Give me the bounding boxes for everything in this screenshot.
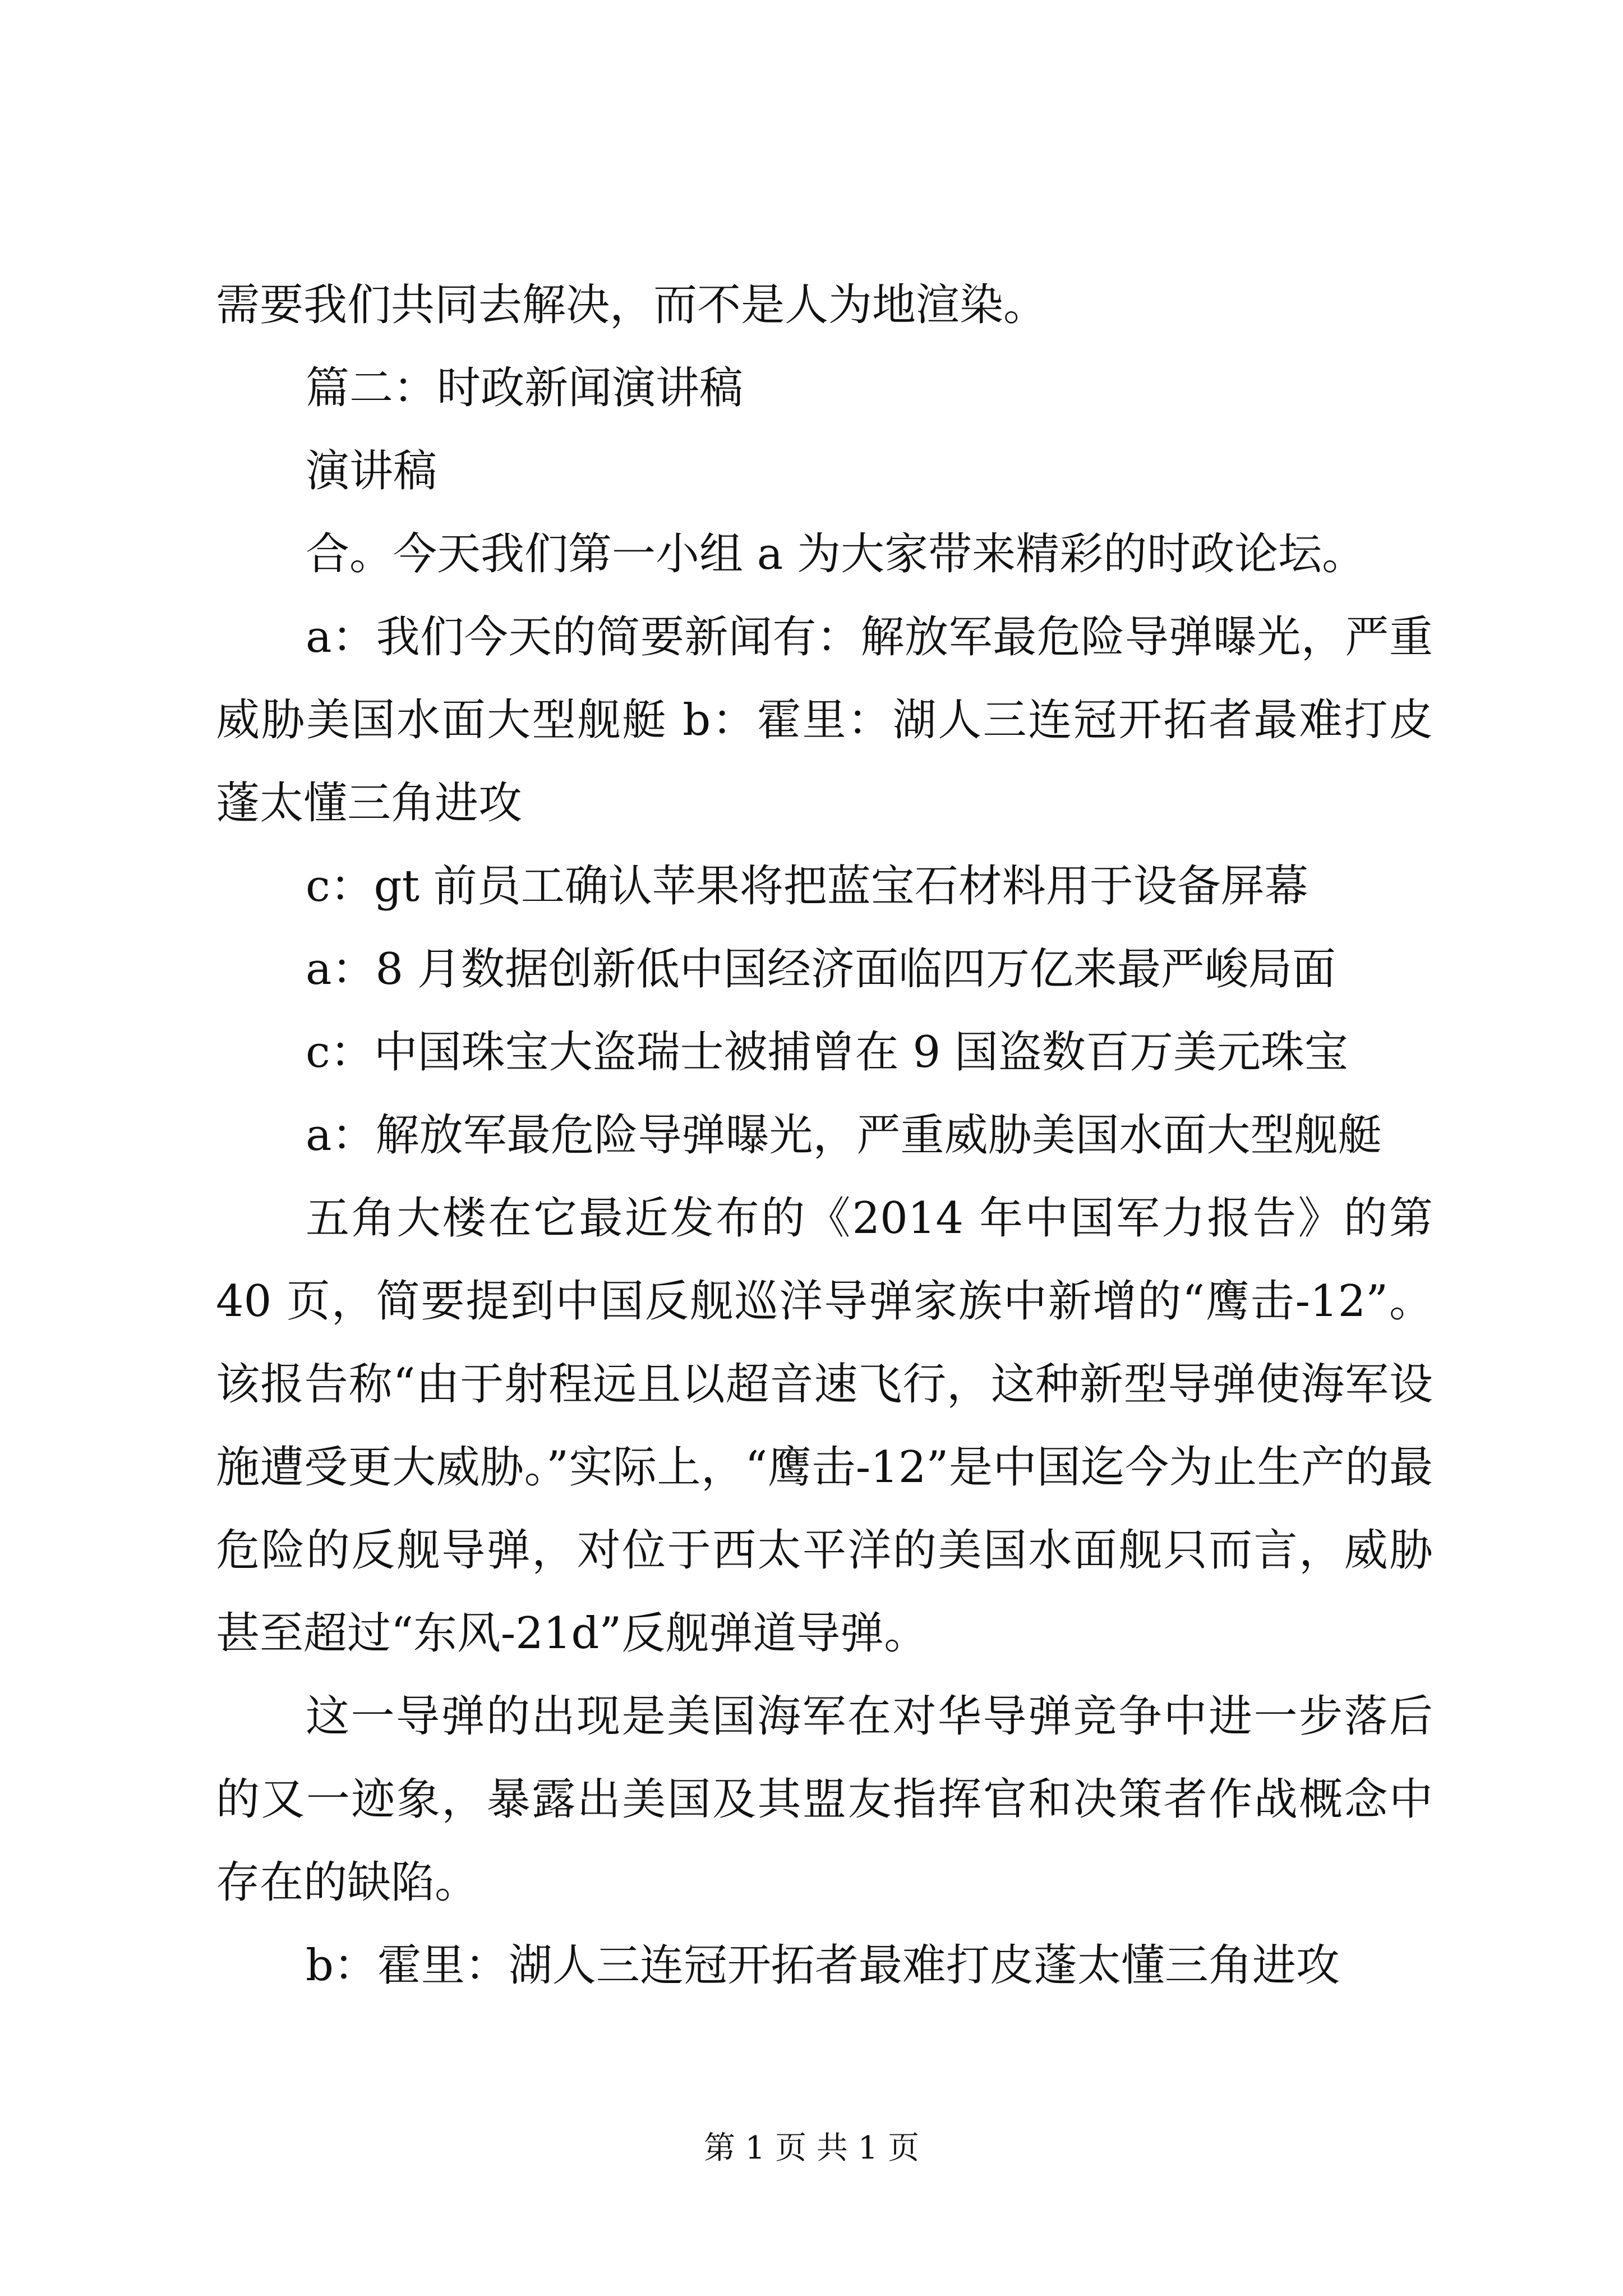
paragraph: a：解放军最危险导弹曝光，严重威胁美国水面大型舰艇	[306, 1110, 1382, 1161]
subheading: 演讲稿	[306, 446, 437, 496]
paragraph: a：8 月数据创新低中国经济面临四万亿来最严峻局面	[306, 944, 1336, 995]
paragraph: 合。今天我们第一小组 a 为大家带来精彩的时政论坛。	[306, 529, 1366, 579]
page-number-label: 第 1 页 共 1 页	[703, 2130, 920, 2166]
paragraph: 五角大楼在它最近发布的《2014 年中国军力报告》的第 40 页，简要提到中国反舰巡洋导弹家族中新增的“鹰击-12”。该报告称“由于射程远且以超音速飞行，这种新型导弹使海军设施遭受更大威胁。”实际上，“鹰击-12”是中国迄今为止生产的最危险的反舰导弹，对位于西太平洋的美国水面舰只而言，威胁甚至超过“东风-21d”反舰弹道导弹。	[216, 1193, 1433, 1659]
paragraph: c：中国珠宝大盗瑞士被捕曾在 9 国盗数百万美元珠宝	[306, 1027, 1348, 1078]
paragraph: a：我们今天的简要新闻有：解放军最危险导弹曝光，严重威胁美国水面大型舰艇 b：霍里：湖人三连冠开拓者最难打皮蓬太懂三角进攻	[216, 612, 1433, 829]
paragraph-continuation: 需要我们共同去解决，而不是人为地渲染。	[216, 280, 1048, 330]
document-body	[216, 264, 1433, 2007]
paragraph: 这一导弹的出现是美国海军在对华导弹竞争中进一步落后的又一迹象，暴露出美国及其盟友指挥官和决策者作战概念中存在的缺陷。	[216, 1691, 1433, 1908]
page-footer	[0, 2126, 1623, 2171]
paragraph: c：gt 前员工确认苹果将把蓝宝石材料用于设备屏幕	[306, 861, 1308, 912]
section-heading: 篇二：时政新闻演讲稿	[306, 363, 744, 413]
paragraph: b：霍里：湖人三连冠开拓者最难打皮蓬太懂三角进攻	[306, 1940, 1340, 1991]
